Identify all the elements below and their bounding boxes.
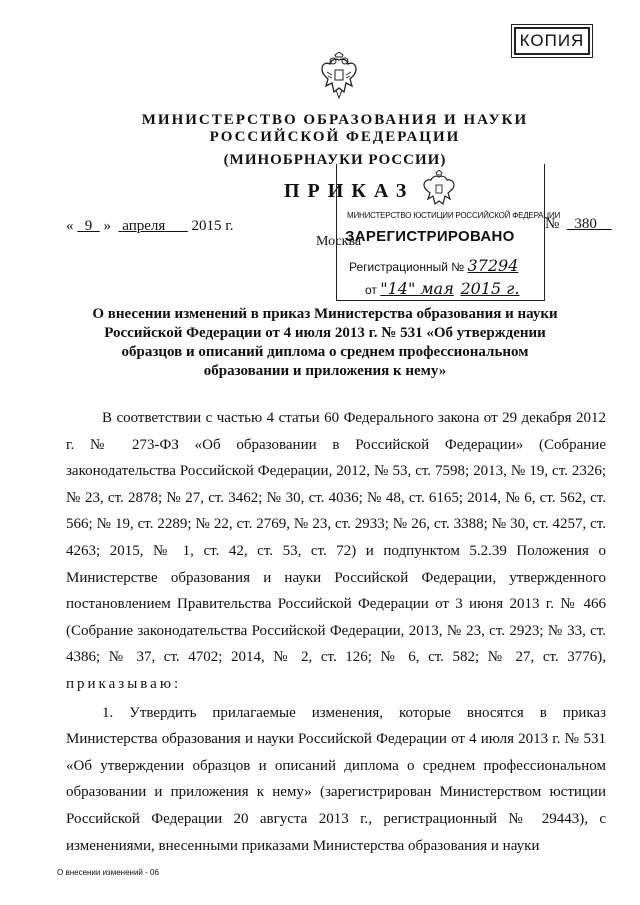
date-close-quote: » (103, 218, 111, 234)
registration-stamp (336, 164, 561, 301)
stamp-emblem-icon (421, 170, 457, 212)
date-open-quote: « (66, 218, 74, 234)
stamp-year: 2015 г. (460, 279, 520, 298)
city: Москва (316, 234, 362, 249)
date-month: апреля (122, 218, 166, 234)
ministry-short-name: (МИНОБРНАУКИ РОССИИ) (223, 152, 447, 168)
ministry-name-line1: МИНИСТЕРСТВО ОБРАЗОВАНИЯ И НАУКИ (141, 112, 529, 128)
stamp-date-value: "14" мая (380, 279, 454, 298)
coat-of-arms-emblem (318, 52, 360, 102)
document-type-title: ПРИКАЗ (284, 180, 415, 202)
stamp-registration-date: от "14" мая 2015 г. (365, 279, 520, 298)
order-date (66, 218, 234, 235)
stamp-ministry: МИНИСТЕРСТВО ЮСТИЦИИ РОССИЙСКОЙ ФЕДЕРАЦИИ (347, 211, 561, 220)
stamp-registration-number: Регистрационный № 37294 (349, 256, 519, 275)
stamp-number-value: 37294 (467, 256, 519, 275)
number-value: 380 (574, 216, 597, 232)
date-day: 9 (84, 218, 93, 234)
copy-stamp: КОПИЯ (514, 27, 590, 55)
date-year: 2015 г. (191, 218, 234, 234)
number-sign: № (545, 216, 560, 232)
footer-note: О внесении изменений - 06 (57, 868, 159, 877)
body-paragraph-1: В соответствии с частью 4 статьи 60 Федерального закона от 29 декабря 2012 г. № 273-ФЗ «Об образовании в Российской Федерации» (Собрание законодательства Российской Федерации, 2012, № 53, ст. 7598; 2013, № 19, ст. 2326; № 23, ст. 2878; № 27, ст. 3462; № 30, ст. 4036; № 48, ст. 6165; 2014, № 6, ст. 562, ст. 566; № 19, ст. 2289; № 22, ст. 2769, № 23, ст. 2933; № 26, ст. 3388; № 30, ст. 4257, ст. 4263; 2015, № 1, ст. 42, ст. 53, ст. 72) и подпунктом 5.2.39 Положения о Министерстве образования и науки Российской Федерации, утвержденного постановлением Правительства Российской Федерации от 3 июня 2013 г. № 466 (Собрание законодательства Российской Федерации, 2013, № 23, ст. 2923; № 33, ст. 4386; № 37, ст. 4702; 2014, № 2, ст. 126; № 6, ст. 582; № 27, ст. 3776), приказываю: (66, 410, 606, 692)
order-body (66, 405, 606, 859)
order-subject: О внесении изменений в приказ Министерства образования и науки Российской Федерации от 4 июля 2013 г. № 531 «Об утверждении образцов и описаний диплома о среднем профессиональном образовании и приложения к нему» (92, 306, 558, 379)
order-word: приказываю: (66, 675, 182, 692)
stamp-title: ЗАРЕГИСТРИРОВАНО (345, 228, 515, 245)
ministry-name-line2: РОССИЙСКОЙ ФЕДЕРАЦИИ (209, 129, 461, 145)
body-paragraph-2: 1. Утвердить прилагаемые изменения, которые вносятся в приказ Министерства образования и науки Российской Федерации от 4 июля 2013 г. № 531 «Об утверждении образцов и описаний диплома о среднем профессиональном образовании и приложения к нему» (зарегистрирован Министерством юстиции Российской Федерации 20 августа 2013 г., регистрационный № 29443), с изменениями, внесенными приказами Министерства образования и науки (66, 704, 606, 854)
